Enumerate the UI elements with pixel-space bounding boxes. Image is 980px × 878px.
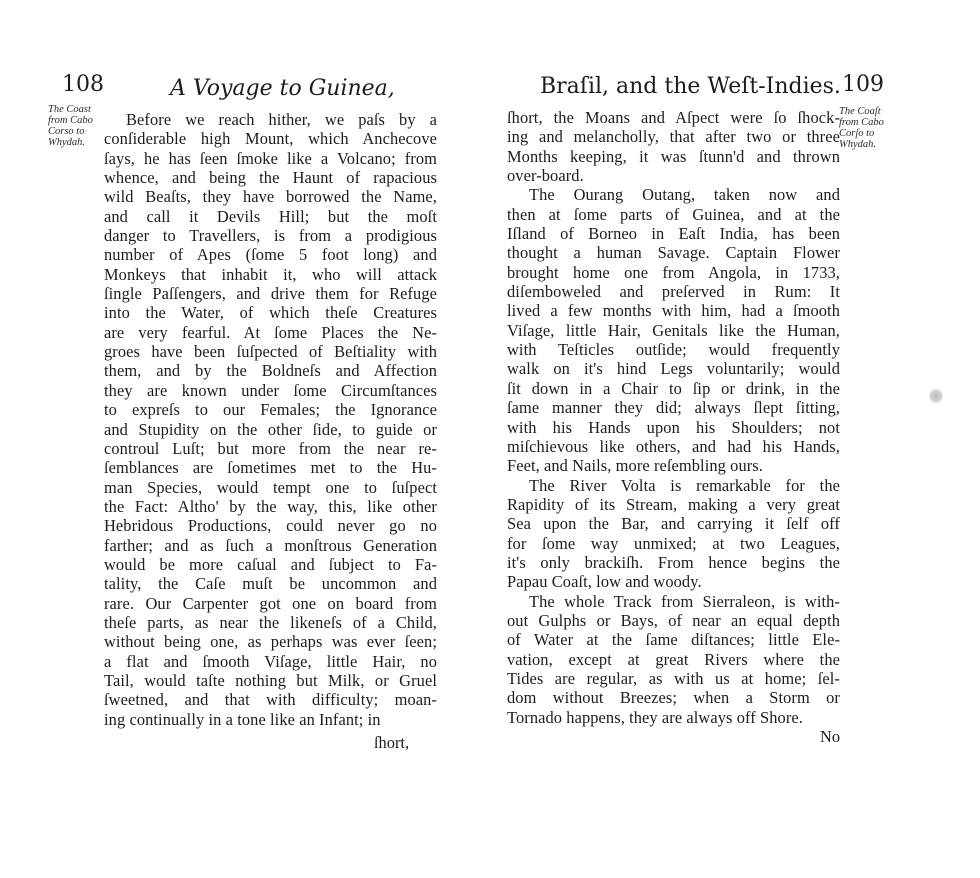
- ink-smudge: [929, 388, 943, 404]
- text-line: wild Beaſts, they have borrowed the Name,: [104, 187, 437, 207]
- text-line: ing and melancholly, that after two or three: [507, 127, 840, 147]
- text-line: without being one, as perhaps was ever ſeen;: [104, 632, 437, 652]
- right-page: [490, 0, 980, 878]
- text-line: Tides are regular, as with us at home; ſel-: [507, 668, 840, 688]
- text-line: tality, the Caſe muſt be uncommon and: [104, 574, 437, 594]
- text-line: would be more caſual and ſubject to Fa-: [104, 554, 437, 574]
- text-line: Before we reach hither, we paſs by a: [126, 110, 437, 129]
- text-line: controul Luſt; but more from the near re-: [104, 438, 437, 458]
- text-line: Rapidity of its Stream, making a very great: [507, 494, 840, 514]
- right-margin-note: [839, 106, 899, 150]
- text-line: The whole Track from Sierraleon, is with-: [529, 591, 840, 611]
- text-line: ſit down in a Chair to ſip or drink, in the: [507, 378, 840, 398]
- text-line: miſchievous like others, and had his Hands,: [507, 436, 840, 456]
- text-line: farther; and as ſuch a monſtrous Generation: [104, 535, 437, 555]
- text-line: diſemboweled and preſerved in Rum: It: [507, 282, 840, 302]
- text-line: ſame manner they did; always ſlept ſitting,: [507, 398, 840, 418]
- text-line: are very fearful. At ſome Places the Ne-: [104, 322, 437, 342]
- text-line: Hebridous Productions, could never go no: [104, 516, 437, 536]
- text-line: Tornado happens, they are always off Shore.: [507, 707, 803, 727]
- text-line: brought home one from Angola, in 1733,: [507, 262, 840, 282]
- right-body-text: [507, 108, 840, 727]
- text-line: man Species, would tempt one to ſuſpect: [104, 477, 437, 497]
- margin-note-line: Whydah.: [48, 137, 86, 148]
- margin-note-line: from Cabo: [48, 115, 93, 126]
- text-line: them, and by the Boldneſs and Affection: [104, 361, 437, 381]
- text-line: Tail, would taſte nothing but Milk, or Gruel: [104, 670, 437, 690]
- text-line: Sea upon the Bar, and carrying it ſelf off: [507, 514, 840, 534]
- text-line: over-board.: [507, 166, 584, 186]
- text-line: with Teſticles outſide; would frequently: [507, 340, 840, 360]
- text-line: dom without Breezes; when a Storm or: [507, 688, 840, 708]
- text-line: Months keeping, it was ſtunn'd and thrown: [507, 146, 840, 166]
- text-line: ſweetned, and that with difficulty; moan-: [104, 690, 437, 710]
- text-line: ſhort, the Moans and Aſpect were ſo ſhock-: [507, 108, 840, 127]
- text-line: of Water at the ſame diſtances; little Ele-: [507, 630, 840, 650]
- left-running-head: A Voyage to Guinea,: [170, 76, 395, 101]
- text-line: a flat and ſmooth Viſage, little Hair, no: [104, 651, 437, 671]
- text-line: danger to Travellers, is from a prodigious: [104, 226, 437, 246]
- margin-note-line: Corso to: [48, 126, 85, 137]
- text-line: conſiderable high Mount, which Anchecove: [104, 129, 437, 149]
- text-line: The River Volta is remarkable for the: [529, 475, 840, 495]
- text-line: into the Water, of which theſe Creatures: [104, 303, 437, 323]
- text-line: groes have been ſuſpected of Beſtiality with: [104, 342, 437, 362]
- text-line: ſingle Paſſengers, and drive them for Refuge: [104, 284, 437, 304]
- text-line: and call it Devils Hill; but the moſt: [104, 206, 437, 226]
- right-page-number: 109: [842, 72, 884, 97]
- left-page-number: 108: [62, 72, 104, 97]
- text-line: with his Hands upon his Shoulders; not: [507, 417, 840, 437]
- text-line: out Gulphs or Bays, of near an equal depth: [507, 610, 840, 630]
- text-line: whence, and being the Haunt of rapacious: [104, 168, 437, 188]
- text-line: Viſage, little Hair, Genitals like the Human,: [507, 320, 840, 340]
- right-running-head: Braſil, and the Weſt-Indies.: [540, 74, 841, 99]
- text-line: ing continually in a tone like an Infant; in: [104, 709, 381, 729]
- text-line: Monkeys that inhabit it, who will attack: [104, 264, 437, 284]
- left-body-text: [104, 110, 437, 729]
- text-line: then at ſome parts of Guinea, and at the: [507, 204, 840, 224]
- text-line: Feet, and Nails, more reſembling ours.: [507, 456, 763, 476]
- left-catchword: ſhort,: [374, 733, 410, 752]
- text-line: ſays, he has ſeen ſmoke like a Volcano; from: [104, 148, 437, 168]
- text-line: theſe parts, as near the likeneſs of a Child,: [104, 612, 437, 632]
- text-line: it's only brackiſh. From hence begins the: [507, 552, 840, 572]
- text-line: walk on it's hind Legs voluntarily; would: [507, 359, 840, 379]
- right-catchword: No: [820, 727, 841, 746]
- margin-note-line: from Cabo: [839, 117, 884, 128]
- text-line: to expreſs to our Females; the Ignorance: [104, 400, 437, 420]
- margin-note-line: Whydah.: [839, 139, 877, 150]
- text-line: they are known under ſome Circumſtances: [104, 380, 437, 400]
- text-line: ſemblances are ſometimes met to the Hu-: [104, 458, 437, 478]
- text-line: for ſome way unmixed; at two Leagues,: [507, 533, 840, 553]
- left-margin-note: [48, 104, 104, 148]
- text-line: rare. Our Carpenter got one on board from: [104, 593, 437, 613]
- text-line: Papau Coaſt, low and woody.: [507, 572, 702, 592]
- text-line: the Fact: Altho' by the way, this, like other: [104, 496, 437, 516]
- margin-note-line: Corſo to: [839, 128, 875, 139]
- margin-note-line: The Coaſt: [839, 106, 881, 117]
- text-line: The Ourang Outang, taken now and: [529, 185, 840, 205]
- text-line: thought a human Savage. Captain Flower: [507, 243, 840, 263]
- text-line: Iſland of Borneo in Eaſt India, has been: [507, 224, 840, 244]
- text-line: and Stupidity on the other ſide, to guide or: [104, 419, 437, 439]
- text-line: number of Apes (ſome 5 foot long) and: [104, 245, 437, 265]
- text-line: vation, except at great Rivers where the: [507, 649, 840, 669]
- text-line: lived a few months with him, had a ſmooth: [507, 301, 840, 321]
- margin-note-line: The Coast: [48, 104, 91, 115]
